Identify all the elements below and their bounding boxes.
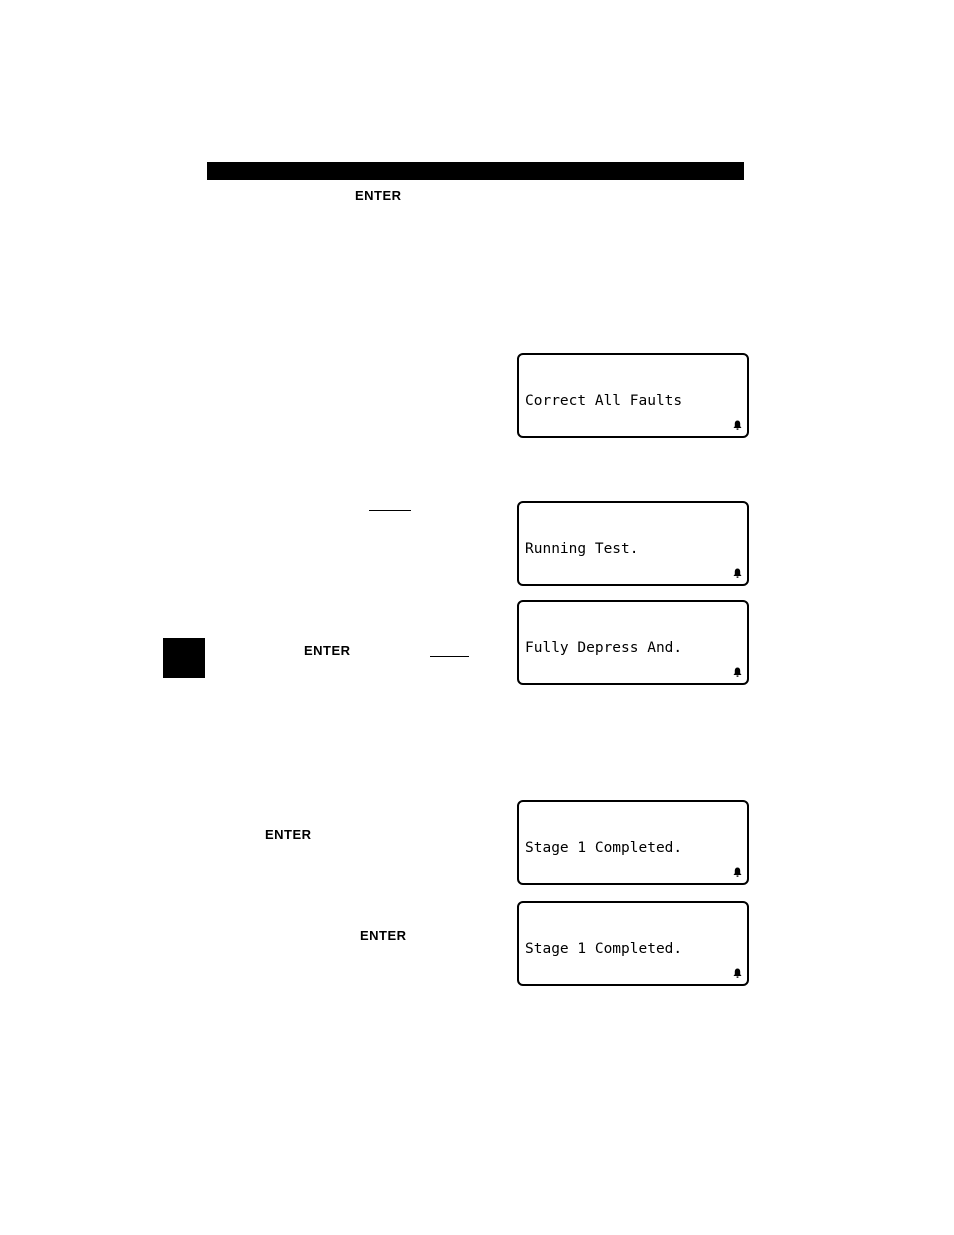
lcd-line: Running Test.	[525, 541, 639, 558]
lcd-line: Stage 1 Completed.	[525, 840, 683, 857]
lcd-line: Fully Depress And.	[525, 640, 683, 657]
section-side-tab	[163, 638, 205, 678]
bell-icon	[733, 867, 742, 877]
lcd-screen-failed-cylinders	[517, 901, 749, 986]
bell-icon	[733, 667, 742, 677]
section-header-bar	[207, 162, 744, 180]
lcd-screen-stage-passed	[517, 800, 749, 885]
enter-key-label: ENTER	[360, 928, 407, 943]
underline-mark	[430, 656, 469, 657]
enter-key-label: ENTER	[304, 643, 351, 658]
enter-key-label: ENTER	[355, 188, 402, 203]
bell-icon	[733, 420, 742, 430]
lcd-screen-running-test	[517, 501, 749, 586]
lcd-screen-depress-throttle	[517, 600, 749, 685]
bell-icon	[733, 568, 742, 578]
underline-mark	[369, 510, 411, 511]
lcd-screen-view-fault-codes	[517, 353, 749, 438]
enter-key-label: ENTER	[265, 827, 312, 842]
lcd-line: Correct All Faults	[525, 393, 683, 410]
bell-icon	[733, 968, 742, 978]
lcd-line: Stage 1 Completed.	[525, 941, 683, 958]
